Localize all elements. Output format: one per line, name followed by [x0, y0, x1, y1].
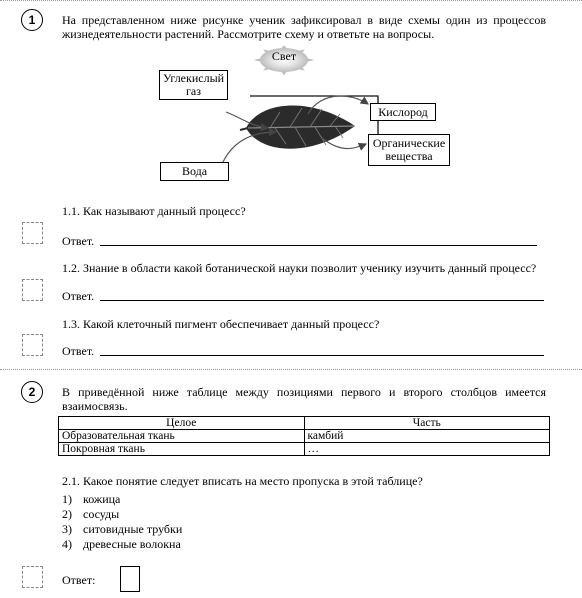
option-4[interactable] [62, 537, 182, 552]
answer-box-2[interactable] [22, 566, 43, 588]
answer-label-1-2: Ответ. [62, 289, 95, 303]
option-number: 3) [62, 522, 72, 536]
option-number: 2) [62, 507, 72, 521]
photosynthesis-diagram [150, 46, 450, 186]
option-text: сосуды [83, 507, 120, 521]
light-label: Свет [271, 49, 297, 63]
oxygen-label: Кислород [370, 103, 436, 121]
question-1-number: 1 [21, 9, 43, 31]
question-1-3-text: 1.3. Какой клеточный пигмент обеспечивает данный процесс? [62, 317, 380, 331]
table-header: Часть [304, 417, 550, 430]
options-list [62, 492, 182, 552]
top-divider [0, 0, 582, 1]
question-1-text: На представленном ниже рисунке ученик зафиксировал в виде схемы один из процессов жизнедеятельности растений. Рассмотрите схему и ответьте на вопросы. [62, 13, 546, 41]
table-header-row [59, 417, 550, 430]
answer-line-1-3[interactable] [100, 355, 544, 356]
answer-box-1-2[interactable] [22, 279, 43, 301]
table-cell: Образовательная ткань [59, 430, 305, 443]
question-1-2-text: 1.2. Знание в области какой ботанической науки позволит ученику изучить данный процесс? [62, 261, 537, 275]
answer-line-1-1[interactable] [100, 245, 537, 246]
answer-line-1-2[interactable] [100, 300, 544, 301]
option-1[interactable] [62, 492, 182, 507]
option-2[interactable] [62, 507, 182, 522]
table-cell: … [304, 443, 550, 456]
option-number: 4) [62, 537, 72, 551]
leaf-icon [240, 106, 355, 149]
question-1-1-text: 1.1. Как называют данный процесс? [62, 204, 246, 218]
table-cell: Покровная ткань [59, 443, 305, 456]
option-text: кожица [83, 492, 121, 506]
answer-label-2: Ответ: [62, 573, 96, 587]
relation-table [58, 416, 550, 456]
question-2-text: В приведённой ниже таблице между позициями первого и второго столбцов имеется взаимосвязь. [62, 385, 546, 413]
answer-box-1-1[interactable] [22, 222, 43, 244]
answer-box-1-3[interactable] [22, 334, 43, 356]
option-text: ситовидные трубки [83, 522, 183, 536]
section-divider [0, 369, 582, 370]
organic-label: Органические вещества [368, 134, 450, 166]
answer-label-1-3: Ответ. [62, 344, 95, 358]
table-cell: камбий [304, 430, 550, 443]
option-text: древесные волокна [83, 537, 181, 551]
table-header: Целое [59, 417, 305, 430]
table-row [59, 430, 550, 443]
water-label: Вода [160, 162, 229, 181]
question-2-1-text: 2.1. Какое понятие следует вписать на место пропуска в этой таблице? [62, 474, 423, 488]
answer-input-2[interactable] [120, 566, 140, 592]
option-number: 1) [62, 492, 72, 506]
table-row [59, 443, 550, 456]
option-3[interactable] [62, 522, 182, 537]
co2-label: Углекислый газ [159, 70, 228, 100]
question-2-number: 2 [21, 381, 43, 403]
answer-label-1-1: Ответ. [62, 234, 95, 248]
